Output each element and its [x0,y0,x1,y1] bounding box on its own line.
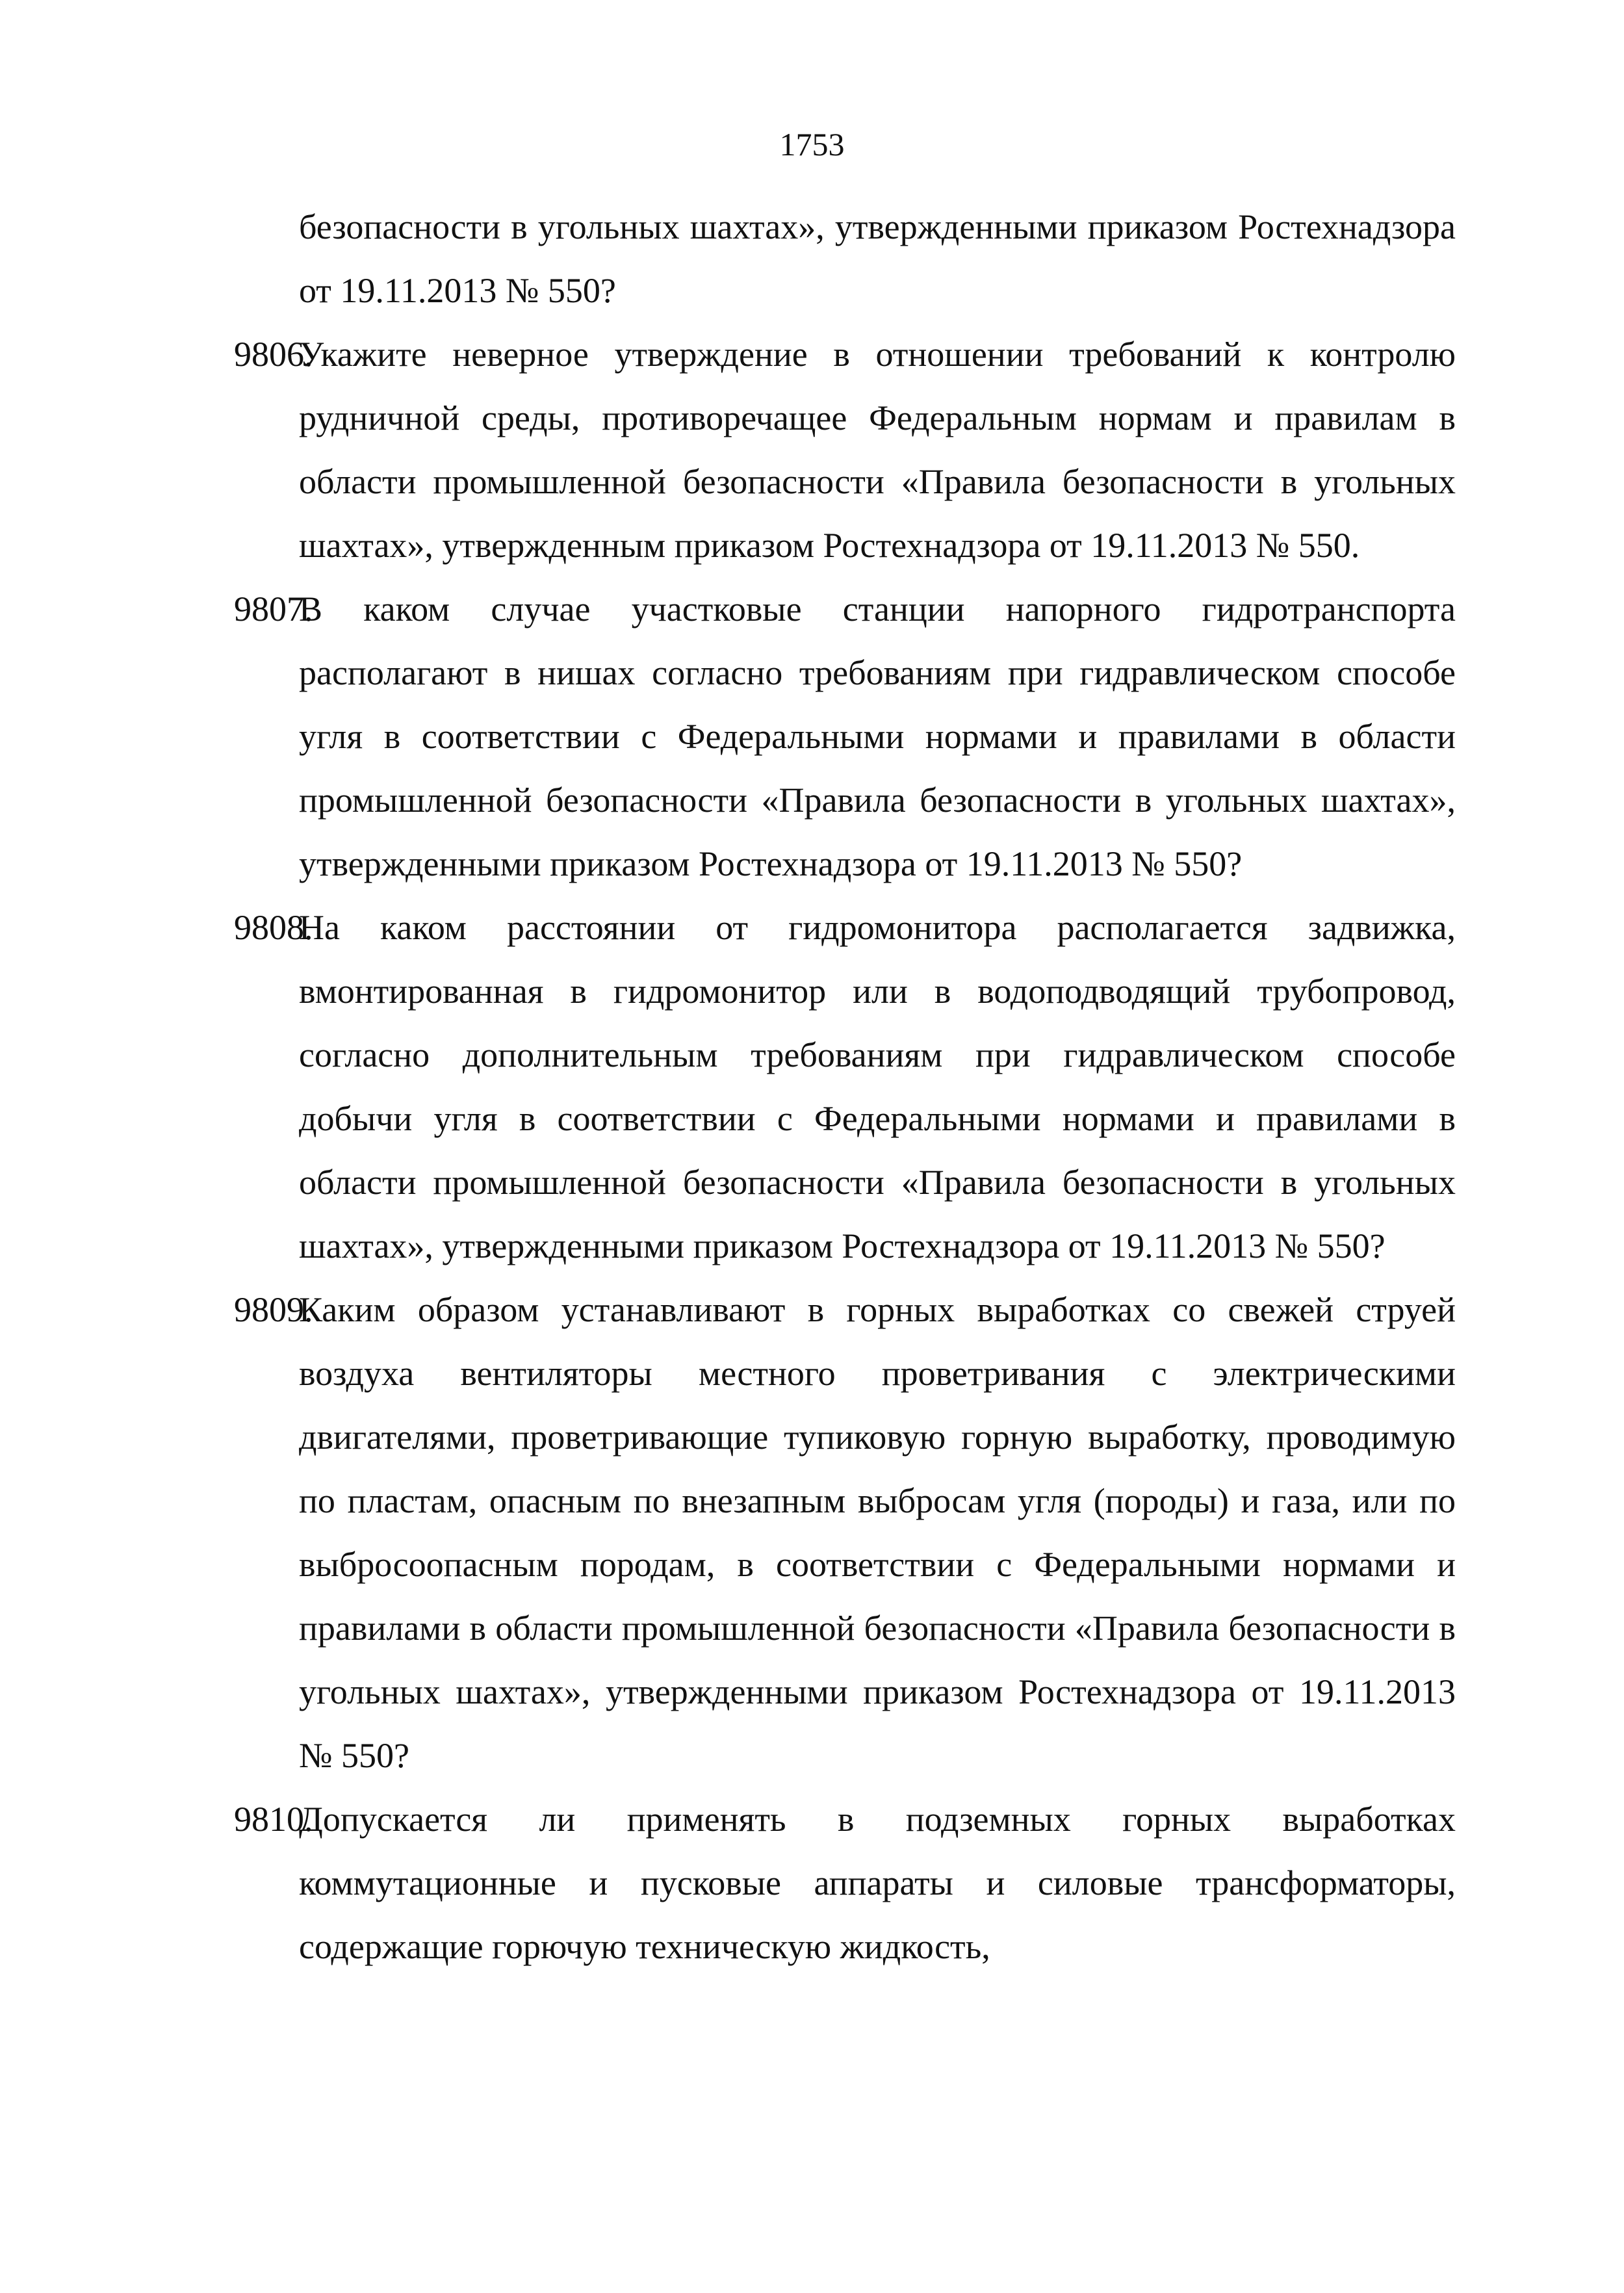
question-text: безопасности в угольных шахтах», утвержденными приказом Ростехнадзора от 19.11.2013 № 550? [299,207,1456,310]
question-number: 9810. [234,1800,313,1839]
question-list [234,195,1456,1978]
page-number: 1753 [779,126,845,162]
question-item-9810 [234,1787,1456,1978]
question-number: 9808. [234,908,313,947]
question-number: 9806. [234,335,313,374]
question-item-9807 [234,577,1456,896]
question-item-9808 [234,896,1456,1278]
question-text: В каком случае участковые станции напорного гидротранспорта располагают в нишах согласно требованиям при гидравлическом способе угля в соответствии с Федеральными нормами и правилами в области промышленной безопасности «Правила безопасности в угольных шахтах», утвержденными приказом Ростехнадзора от 19.11.2013 № 550? [299,589,1456,883]
question-number: 9807. [234,589,313,628]
question-number: 9809. [234,1290,313,1329]
question-text: Допускается ли применять в подземных горных выработках коммутационные и пусковые аппараты и силовые трансформаторы, содержащие горючую техническую жидкость, [299,1800,1456,1966]
question-continuation [299,195,1456,322]
question-text: Укажите неверное утверждение в отношении требований к контролю рудничной среды, противоречащее Федеральным нормам и правилам в области промышленной безопасности «Правила безопасности в угольных шахтах», утвержденным приказом Ростехнадзора от 19.11.2013 № 550. [299,335,1456,565]
question-text: Каким образом устанавливают в горных выработках со свежей струей воздуха вентиляторы местного проветривания с электрическими двигателями, проветривающие тупиковую горную выработку, проводимую по пластам, опасным по внезапным выбросам угля (породы) и газа, или по выбросоопасным породам, в соответствии с Федеральными нормами и правилами в области промышленной безопасности «Правила безопасности в угольных шахтах», утвержденными приказом Ростехнадзора от 19.11.2013 № 550? [299,1290,1456,1775]
question-item-9806 [234,322,1456,577]
question-text: На каком расстоянии от гидромонитора располагается задвижка, вмонтированная в гидромонитор или в водоподводящий трубопровод, согласно дополнительным требованиям при гидравлическом способе добычи угля в соответствии с Федеральными нормами и правилами в области промышленной безопасности «Правила безопасности в угольных шахтах», утвержденными приказом Ростехнадзора от 19.11.2013 № 550? [299,908,1456,1265]
question-item-9809 [234,1278,1456,1787]
